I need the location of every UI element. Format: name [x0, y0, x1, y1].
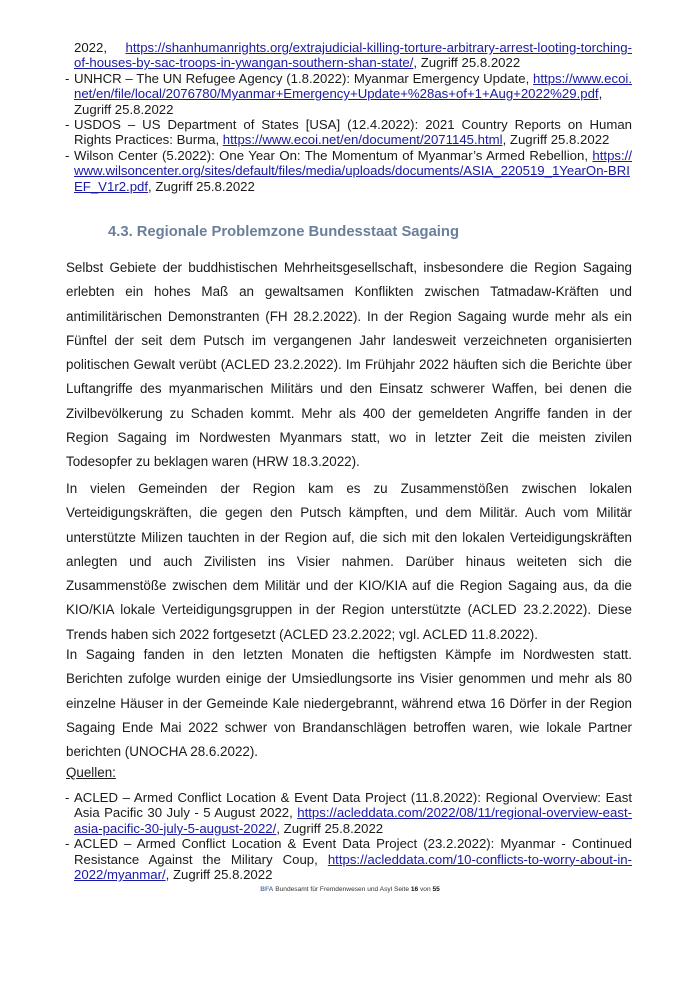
bfa-logo: BFA: [260, 886, 274, 893]
footer-page-number: 16: [410, 886, 419, 893]
reference-prefix: UNHCR – The UN Refugee Agency (1.8.2022): Myanmar Emergency Update,: [74, 70, 530, 86]
reference-item: [66, 40, 632, 71]
reference-link[interactable]: https://www.wilsoncenter.org/sites/default/files/media/uploads/documents/ASIA_220519_1YearOn-BRIEF_V1r2.pdf: [74, 147, 632, 194]
bullet-dash: -: [65, 147, 70, 163]
reference-prefix: Wilson Center (5.2022): One Year On: The Momentum of Myanmar’s Armed Rebellion,: [74, 147, 588, 163]
reference-link[interactable]: https://acleddata.com/2022/08/11/regional-overview-east-asia-pacific-30-july-5-august-2022/: [74, 805, 632, 836]
reference-link[interactable]: https://www.ecoi.net/en/document/2071145.html: [222, 132, 503, 148]
bullet-dash: -: [65, 70, 70, 86]
reference-item: [66, 117, 632, 148]
footer-page-total: 55: [432, 886, 440, 893]
body-paragraph-2: In vielen Gemeinden der Region kam es zu Zusammenstößen zwischen lokalen Verteidigungskräften, die gegen den Putsch kämpften, und dem Militär. Auch vom Militär unterstützte Milizen tauchten in der Region auf, die sich mit den lokalen Verteidigungskräften anlegten und auch Zivilisten ins Visier nahmen. Darüber hinaus weiteten sich die Zusammenstöße zwischen dem Militär und der KIO/KIA auf die Region Sagaing aus, da die KIO/KIA lokale Verteidigungsgruppen in der Region unterstützte (ACLED 23.2.2022). Diese Trends haben sich 2022 fortgesetzt (ACLED 23.2.2022; vgl. ACLED 11.8.2022).: [66, 481, 632, 642]
reference-list-bottom: [66, 790, 632, 882]
top-reference-section: [66, 40, 632, 194]
reference-item: [66, 148, 632, 194]
reference-prefix: USDOS – US Department of States [USA] (12.4.2022): 2021 Country Reports on Human Rights Practices: Burma,: [74, 117, 632, 148]
body-paragraph-3: In Sagaing fanden in den letzten Monaten die heftigsten Kämpfe im Nordwesten statt. Berichten zufolge wurden einige der Umsiedlungsorte ins Visier genommen und mehr als 80 einzelne Häuser in der Gemeinde Kale niedergebrannt, während etwa 16 Dörfer in der Region Sagaing Ende Mai 2022 schwer von Brandanschlägen betroffen waren, wie lokale Partner berichten (UNOCHA 28.6.2022).: [66, 647, 632, 760]
reference-access: , Zugriff 25.8.2022: [148, 178, 255, 194]
reference-access: , Zugriff 25.8.2022: [502, 132, 610, 148]
section-heading: [108, 224, 459, 240]
bottom-reference-section: [66, 790, 632, 882]
reference-access: , Zugriff 25.8.2022: [413, 55, 521, 71]
reference-access: , Zugriff 25.8.2022: [276, 820, 384, 836]
reference-prefix: ACLED – Armed Conflict Location & Event Data Project (11.8.2022): Regional Overview: East Asia Pacific 30 July - 5 August 2022,: [74, 790, 632, 821]
reference-item: [66, 836, 632, 882]
footer-of: von: [418, 886, 433, 893]
bullet-dash: -: [65, 836, 70, 852]
section-title: Regionale Problemzone Bundesstaat Sagaing: [136, 224, 459, 240]
body-paragraph-1: Selbst Gebiete der buddhistischen Mehrheitsgesellschaft, insbesondere die Region Sagaing erlebten ein hohes Maß an gewaltsamen Konflikten zwischen Tatmadaw-Kräften und antimilitärischen Demonstranten (FH 28.2.2022). In der Region Sagaing wurde mehr als ein Fünftel der seit dem Putsch im vergangenen Jahr landesweit verzeichneten organisierten politischen Gewalt verübt (ACLED 23.2.2022). Im Frühjahr 2022 häuften sich die Berichte über Luftangriffe des myanmarischen Militärs und den Einsatz schwerer Waffen, bei denen die Zivilbevölkerung zu Schaden kommt. Mehr als 400 der gemeldeten Angriffe fanden in der Region Sagaing im Nordwesten Myanmars statt, wo in letzter Zeit die meisten zivilen Todesopfer zu beklagen waren (HRW 18.3.2022).: [66, 260, 632, 470]
sources-label: Quellen:: [66, 765, 116, 780]
section-number: 4.3.: [108, 224, 133, 240]
reference-item: [66, 790, 632, 836]
reference-access: , Zugriff 25.8.2022: [165, 867, 273, 883]
reference-link[interactable]: https://shanhumanrights.org/extrajudicial-killing-torture-arbitrary-arrest-looting-torching-of-houses-by-sac-troops-in-ywangan-southern-shan-state/: [74, 40, 632, 71]
reference-list-top: [66, 40, 632, 194]
reference-prefix: ACLED – Armed Conflict Location & Event Data Project (23.2.2022): Myanmar - Continued Resistance Against the Military Coup,: [74, 836, 632, 867]
reference-access: , Zugriff 25.8.2022: [74, 86, 603, 117]
bullet-dash: -: [65, 790, 70, 805]
footer-org: Bundesamt für Fremdenwesen und Asyl Seite: [273, 886, 411, 893]
reference-item: [66, 71, 632, 117]
reference-prefix: 2022,: [74, 40, 108, 55]
reference-link[interactable]: https://acleddata.com/10-conflicts-to-worry-about-in-2022/myanmar/: [74, 851, 632, 883]
reference-link[interactable]: https://www.ecoi.net/en/file/local/2076780/Myanmar+Emergency+Update+%28as+of+1+Aug+2022%29.pdf: [74, 70, 632, 102]
bullet-dash: -: [65, 117, 70, 133]
page-footer: [0, 886, 700, 893]
